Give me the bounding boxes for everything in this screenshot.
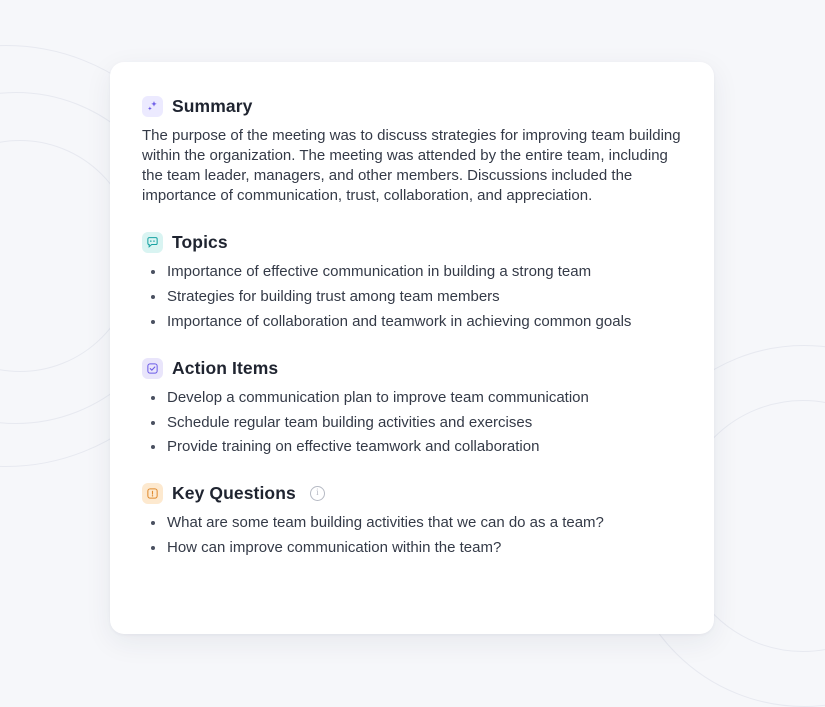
list-item: How can improve communication within the team? [142, 538, 682, 558]
topics-list [142, 262, 682, 331]
info-icon[interactable]: i [310, 486, 325, 501]
list-item: Importance of effective communication in building a strong team [142, 262, 682, 282]
key-questions-list [142, 513, 682, 558]
section-title: Summary [172, 96, 253, 116]
section-header [142, 358, 682, 379]
section-header [142, 96, 682, 117]
list-item: Develop a communication plan to improve team communication [142, 388, 682, 408]
question-badge-icon [142, 483, 163, 504]
summary-paragraph: The purpose of the meeting was to discuss strategies for improving team building within the organization. The meeting was attended by the entire team, including the team leader, managers, and other members. Discussions included the importance of communication, trust, collaboration, and appreciation. [142, 127, 681, 205]
list-item: Provide training on effective teamwork and collaboration [142, 437, 682, 457]
section-title: Key Questions [172, 483, 296, 504]
list-item: What are some team building activities that we can do as a team? [142, 513, 682, 533]
section-title: Topics [172, 232, 228, 253]
section-action-items [142, 358, 682, 457]
checklist-icon [142, 358, 163, 379]
meeting-notes-card [110, 62, 714, 634]
list-item: Schedule regular team building activities and exercises [142, 413, 682, 433]
section-summary [142, 96, 682, 206]
section-header [142, 232, 682, 253]
list-item: Strategies for building trust among team members [142, 287, 682, 307]
action-items-list [142, 388, 682, 457]
list-item: Importance of collaboration and teamwork in achieving common goals [142, 312, 682, 332]
sparkle-icon [142, 96, 163, 117]
section-topics [142, 232, 682, 331]
section-key-questions [142, 483, 682, 558]
chat-bubble-icon [142, 232, 163, 253]
section-header [142, 483, 682, 504]
section-title: Action Items [172, 357, 279, 378]
